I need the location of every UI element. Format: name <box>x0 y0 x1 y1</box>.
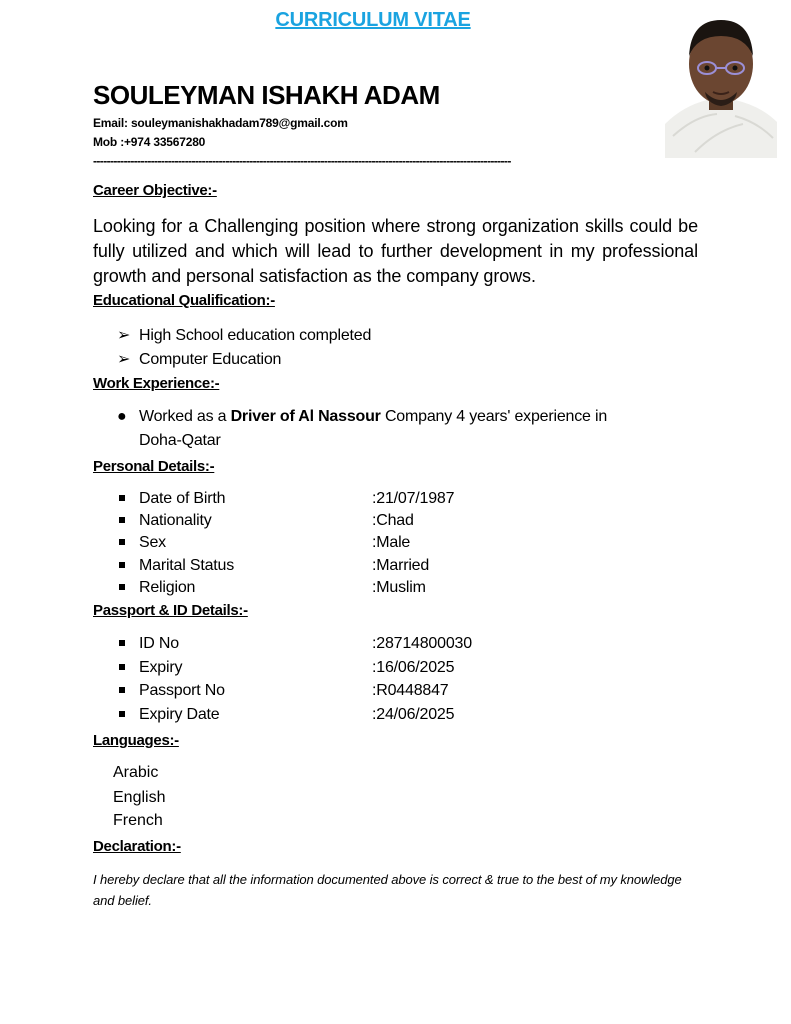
career-objective-text: Looking for a Challenging position where strong organization skills could be fully utilized and which will lead to further development in my professional growth and personal satisfaction as the company grows. <box>93 216 698 286</box>
square-bullet-icon <box>119 640 125 646</box>
square-bullet-icon <box>119 687 125 693</box>
candidate-name: SOULEYMAN ISHAKH ADAM <box>93 80 440 110</box>
mobile-line: Mob :+974 33567280 <box>93 135 206 149</box>
language-item: English <box>113 789 166 806</box>
arrow-bullet-icon: ➢ <box>117 327 131 344</box>
dot-bullet-icon: ● <box>117 408 127 425</box>
square-bullet-icon <box>119 711 125 717</box>
square-bullet-icon <box>119 517 125 523</box>
personal-row: Sex :Male <box>117 534 617 552</box>
divider-line: --------------------------------------------------------------------------------------------------------------------------- <box>93 154 511 168</box>
passport-row: Expiry :16/06/2025 <box>117 659 617 677</box>
career-objective-heading: Career Objective:- <box>93 182 217 199</box>
document-title: CURRICULUM VITAE <box>275 9 471 31</box>
profile-photo <box>665 12 777 158</box>
personal-row: Date of Birth :21/07/1987 <box>117 490 617 508</box>
square-bullet-icon <box>119 664 125 670</box>
passport-row: ID No :28714800030 <box>117 635 617 653</box>
language-item: French <box>113 812 163 829</box>
square-bullet-icon <box>119 584 125 590</box>
language-item: Arabic <box>113 764 159 781</box>
declaration-text: I hereby declare that all the information documented above is correct & true to the best of my knowledge and belief. <box>93 872 682 908</box>
declaration-heading: Declaration:- <box>93 838 181 855</box>
passport-row: Expiry Date :24/06/2025 <box>117 706 617 724</box>
work-experience-item: ● Worked as a Driver of Al Nassour Company 4 years' experience in <box>117 408 608 425</box>
passport-details-heading: Passport & ID Details:- <box>93 602 248 619</box>
arrow-bullet-icon: ➢ <box>117 351 131 368</box>
work-experience-location: Doha-Qatar <box>139 432 221 449</box>
passport-row: Passport No :R0448847 <box>117 682 617 700</box>
personal-row: Religion :Muslim <box>117 579 617 597</box>
personal-row: Nationality :Chad <box>117 512 617 530</box>
education-heading: Educational Qualification:- <box>93 292 275 309</box>
education-item: ➢ Computer Education <box>117 351 282 368</box>
square-bullet-icon <box>119 495 125 501</box>
education-item: ➢ High School education completed <box>117 327 372 344</box>
languages-heading: Languages:- <box>93 732 179 749</box>
personal-details-heading: Personal Details:- <box>93 458 215 475</box>
square-bullet-icon <box>119 539 125 545</box>
work-experience-heading: Work Experience:- <box>93 375 220 392</box>
square-bullet-icon <box>119 562 125 568</box>
email-line: Email: souleymanishakhadam789@gmail.com <box>93 116 348 130</box>
personal-row: Marital Status :Married <box>117 557 617 575</box>
